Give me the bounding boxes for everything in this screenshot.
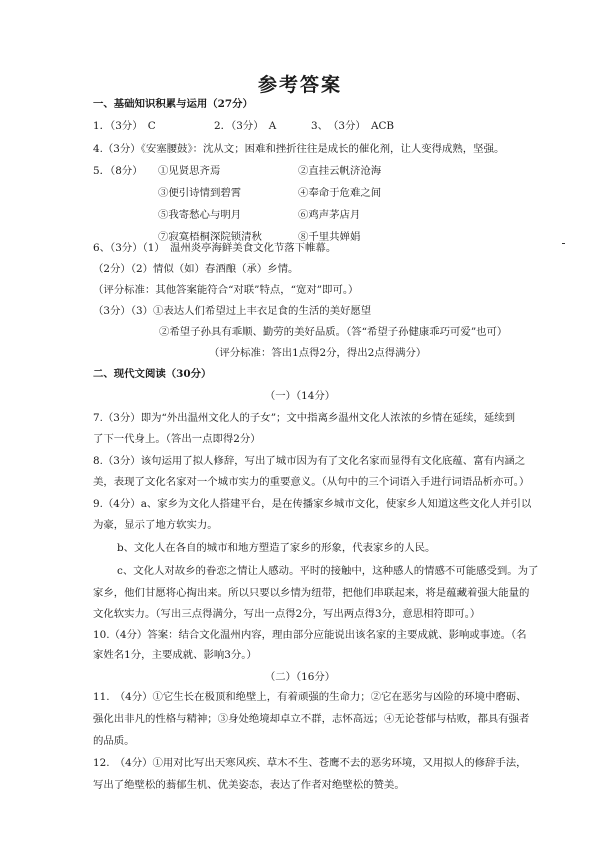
q8-line: 8.（3分）该句运用了拟人修辞，写出了城市因为有了文化名家而显得有文化底蕴、富有内涵之 [93,455,526,467]
q2-answer: 2．（3分） A [214,120,277,132]
q11-line: 11. （4分）①它生长在极顶和绝壁上，有着顽强的生命力；②它在恶劣与凶险的环境中磨砺、 [93,691,527,703]
q5-item: ③便引诗情到碧霄 [158,187,242,199]
q7-line: 了下一代身上。（答出一点即得2分） [93,433,261,445]
q6-line: （3分）（3）①表达人们希望过上丰衣足食的生活的美好愿望 [93,305,372,317]
q12-line: 写出了绝壁松的蓊郁生机、优美姿态，表达了作者对绝壁松的赞美。 [93,779,405,791]
section1-heading: 一、基础知识积累与运用（27分） [93,98,253,110]
q9-line: c、文化人对故乡的眷恋之情让人感动。平时的接触中，这种感人的情感不可能感受到。为了 [117,565,539,577]
section2-heading: 二、现代文阅读（30分） [93,368,212,380]
page-title: 参考答案 [257,74,342,96]
q11-line: 的品质。 [93,735,135,747]
q4-answer: 4.（3分）《安塞腰鼓》：沈从文；困难和挫折往往是成长的催化剂，让人变得成熟，坚强。 [93,143,505,155]
q9-line: 9.（4分）a、家乡为文化人搭建平台，是在传播家乡城市文化，使家乡人知道这些文化人并引以 [93,498,532,510]
q6-line: （评分标准：答出1点得2分，得出2点得满分） [209,347,427,359]
q6-line: 6、（3分）（1） 温州炎亭海鲜美食文化节落下帷幕。 [93,242,337,254]
q9-line: 为豪，显示了地方软实力。 [93,519,218,531]
q11-line: 强化出非凡的性格与精神；③身处绝境却卓立不群，志怀高远；④无论苍郁与枯败，都具有强者 [93,713,530,725]
q10-line: 10.（4分）答案：结合文化温州内容，理由部分应能说出该名家的主要成就、影响或事迹。（名 [93,629,527,641]
q5-item: ①见贤思齐焉 [158,165,221,177]
q5-item: ⑧千里共婵娟 [298,231,361,243]
q6-line: ②希望子孙具有乖顺、勤劳的美好品质。（答“希望子孙健康乖巧可爱”也可） [159,326,508,338]
q5-item: ②直挂云帆济沧海 [298,165,382,177]
q9-line: 文化软实力。（写出三点得满分，写出一点得2分，写出两点得3分，意思相符即可。） [93,608,481,620]
part1-heading: （一）（14分） [264,390,336,402]
q9-line: b、文化人在各自的城市和地方塑造了家乡的形象，代表家乡的人民。 [117,542,436,554]
q9-line: 家乡，他们甘愿将心掏出来。所以只要以乡情为纽带，把他们串联起来，将是蕴藏着强大能量的 [93,587,530,599]
stray-mark [562,243,565,244]
q12-line: 12. （4分）①用对比写出天寒风疾、草木不生、苍鹰不去的恶劣环境，又用拟人的修辞手法， [93,757,527,769]
q3-answer: 3、 （3分） ACB [311,120,395,132]
q1-answer: 1．（3分） C [93,120,156,132]
q8-line: 美，表现了文化名家对一个城市实力的重要意义。（从句中的三个词语入手进行词语品析亦可。） [93,476,530,488]
q6-line: （评分标准：其他答案能符合“对联”特点，“宽对”即可。） [93,284,359,296]
q10-line: 家姓名1分，主要成就、影响3分。） [93,649,257,661]
part2-heading: （二）（16分） [264,671,336,683]
q6-line: （2分）（2）情似（如）春酒酿（承）乡情。 [93,263,299,275]
q5-item: ⑤我寄愁心与明月 [158,209,242,221]
q5-item: ⑦寂寞梧桐深院锁清秋 [158,231,262,243]
q5-item: ④奉命于危难之间 [298,187,382,199]
q5-item: ⑥鸡声茅店月 [298,209,361,221]
q5-label: 5．（8分） [93,165,143,177]
q7-line: 7.（3分）即为“外出温州文化人的子女”；文中指离乡温州文化人浓浓的乡情在延续，延续到 [93,412,515,424]
